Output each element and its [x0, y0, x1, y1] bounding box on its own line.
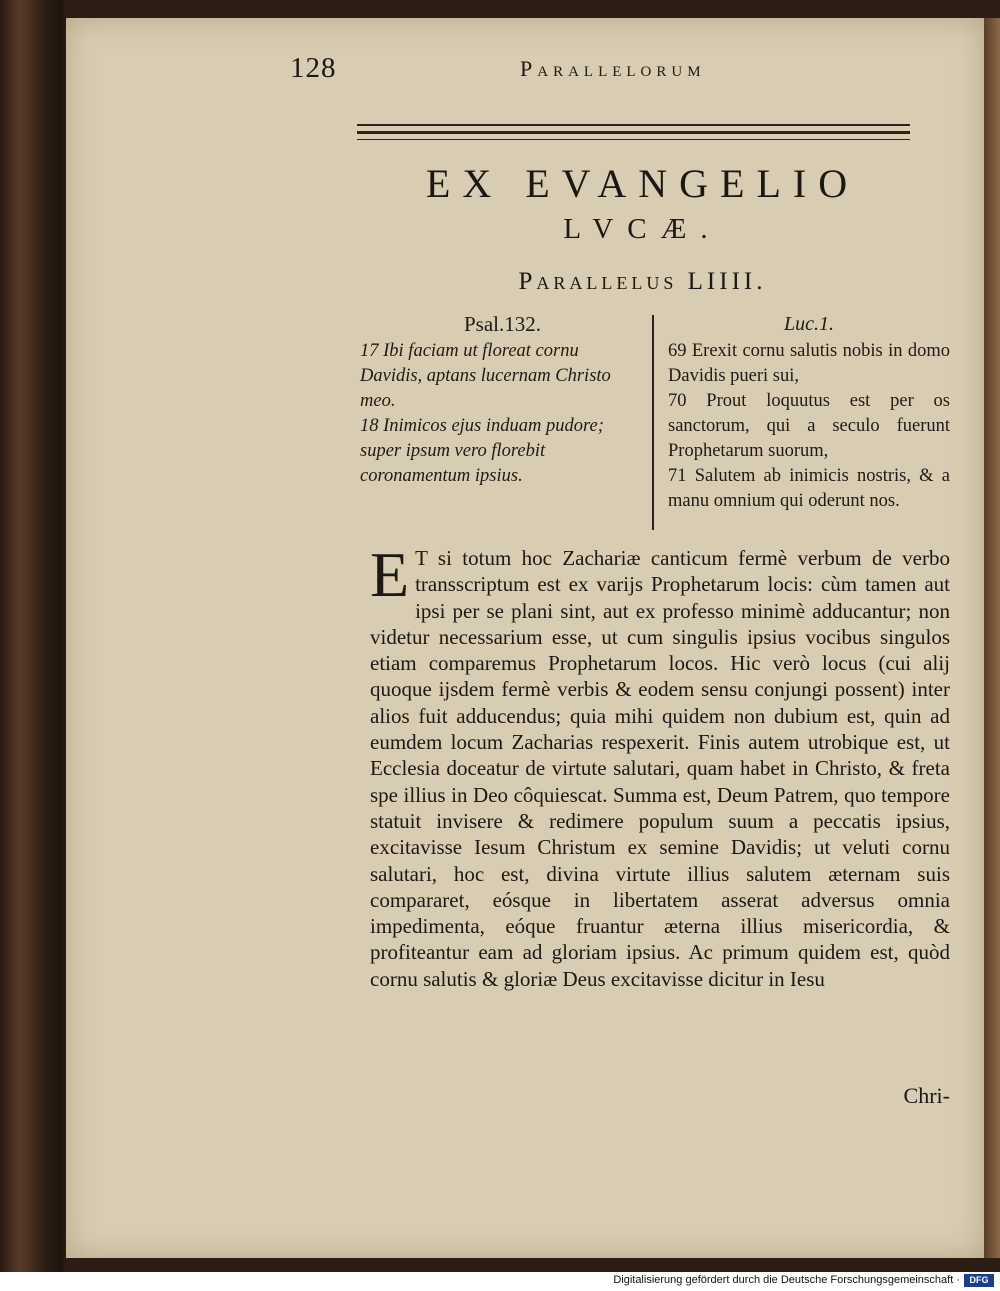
body-text [370, 539, 950, 992]
running-title: Parallelorum [520, 56, 706, 81]
page-number: 128 [290, 52, 337, 84]
catchword: Chri- [903, 1083, 950, 1108]
left-column [360, 312, 645, 489]
column-divider [652, 315, 654, 530]
title-sub: LVCÆ. [563, 213, 722, 245]
header-rule [357, 139, 910, 140]
left-verse: 18 Inimicos ejus induam pudore; super ipsum vero florebit coronamentum ipsius. [360, 416, 604, 486]
title-main: EX EVANGELIO [425, 161, 860, 206]
left-verse: 17 Ibi faciam ut floreat cornu Davidis, aptans lucernam Christo meo. [360, 341, 611, 411]
right-verse: 71 Salutem ab inimicis nostris, & a manu omnium qui oderunt nos. [668, 466, 950, 511]
dfg-logo-icon: DFG [964, 1274, 994, 1287]
parallel-heading: Parallelus LIIII. [518, 268, 767, 295]
digitization-credit: Digitalisierung gefördert durch die Deutsche Forschungsgemeinschaft · [613, 1274, 960, 1286]
right-source: Luc.1. [784, 313, 834, 335]
right-verse: 69 Erexit cornu salutis nobis in domo Davidis pueri sui, [668, 341, 950, 386]
body-paragraph: T si totum hoc Zachariæ canticum fermè verbum de verbo transscriptum est ex varijs Prophetarum locis: cùm tamen aut ipsi per se plani sint, aut ex professo minimè adducantur; non videtur necessarium esse, ut cum singulis ipsius vocibus singulos etiam comparemus Prophetarum locos. Hic verò locus (cui alij quoque ijsdem fermè verbis & eodem sensu conjungi possent) inter alios fuit adducendus; quia mihi quidem non dubium est, quin ad eumdem locum Zacharias respexerit. Finis autem utrobique est, ut Ecclesia doceatur de virtute salutari, quam habet in Christo, & freta spe illius in Deo côquiescat. Summa est, Deum Patrem, quo tempore statuit invisere & redimere populum suum a peccatis ipsius, excitavisse Iesum Christum ex semine Davidis; ut veluti cornu salutari, hoc est, divina virtute illius salutem æternam suis compararet, eósque in libertatem asserat adversus omnia impedimenta, eóque fruantur æterna illius misericordia, & profiteantur eam ad gloriam ipsius. Ac primum quidem est, quòd cornu salutis & gloriæ Deus excitavisse dicitur in Iesu [370, 546, 950, 991]
header-rule [357, 124, 910, 126]
header-rule [357, 131, 910, 134]
drop-cap: E [370, 539, 410, 610]
right-column [668, 312, 950, 514]
right-verse: 70 Prout loquutus est per os sanctorum, qui a seculo fuerunt Prophetarum suorum, [668, 391, 950, 461]
left-source: Psal.132. [463, 312, 541, 336]
page-edge [984, 18, 1000, 1258]
